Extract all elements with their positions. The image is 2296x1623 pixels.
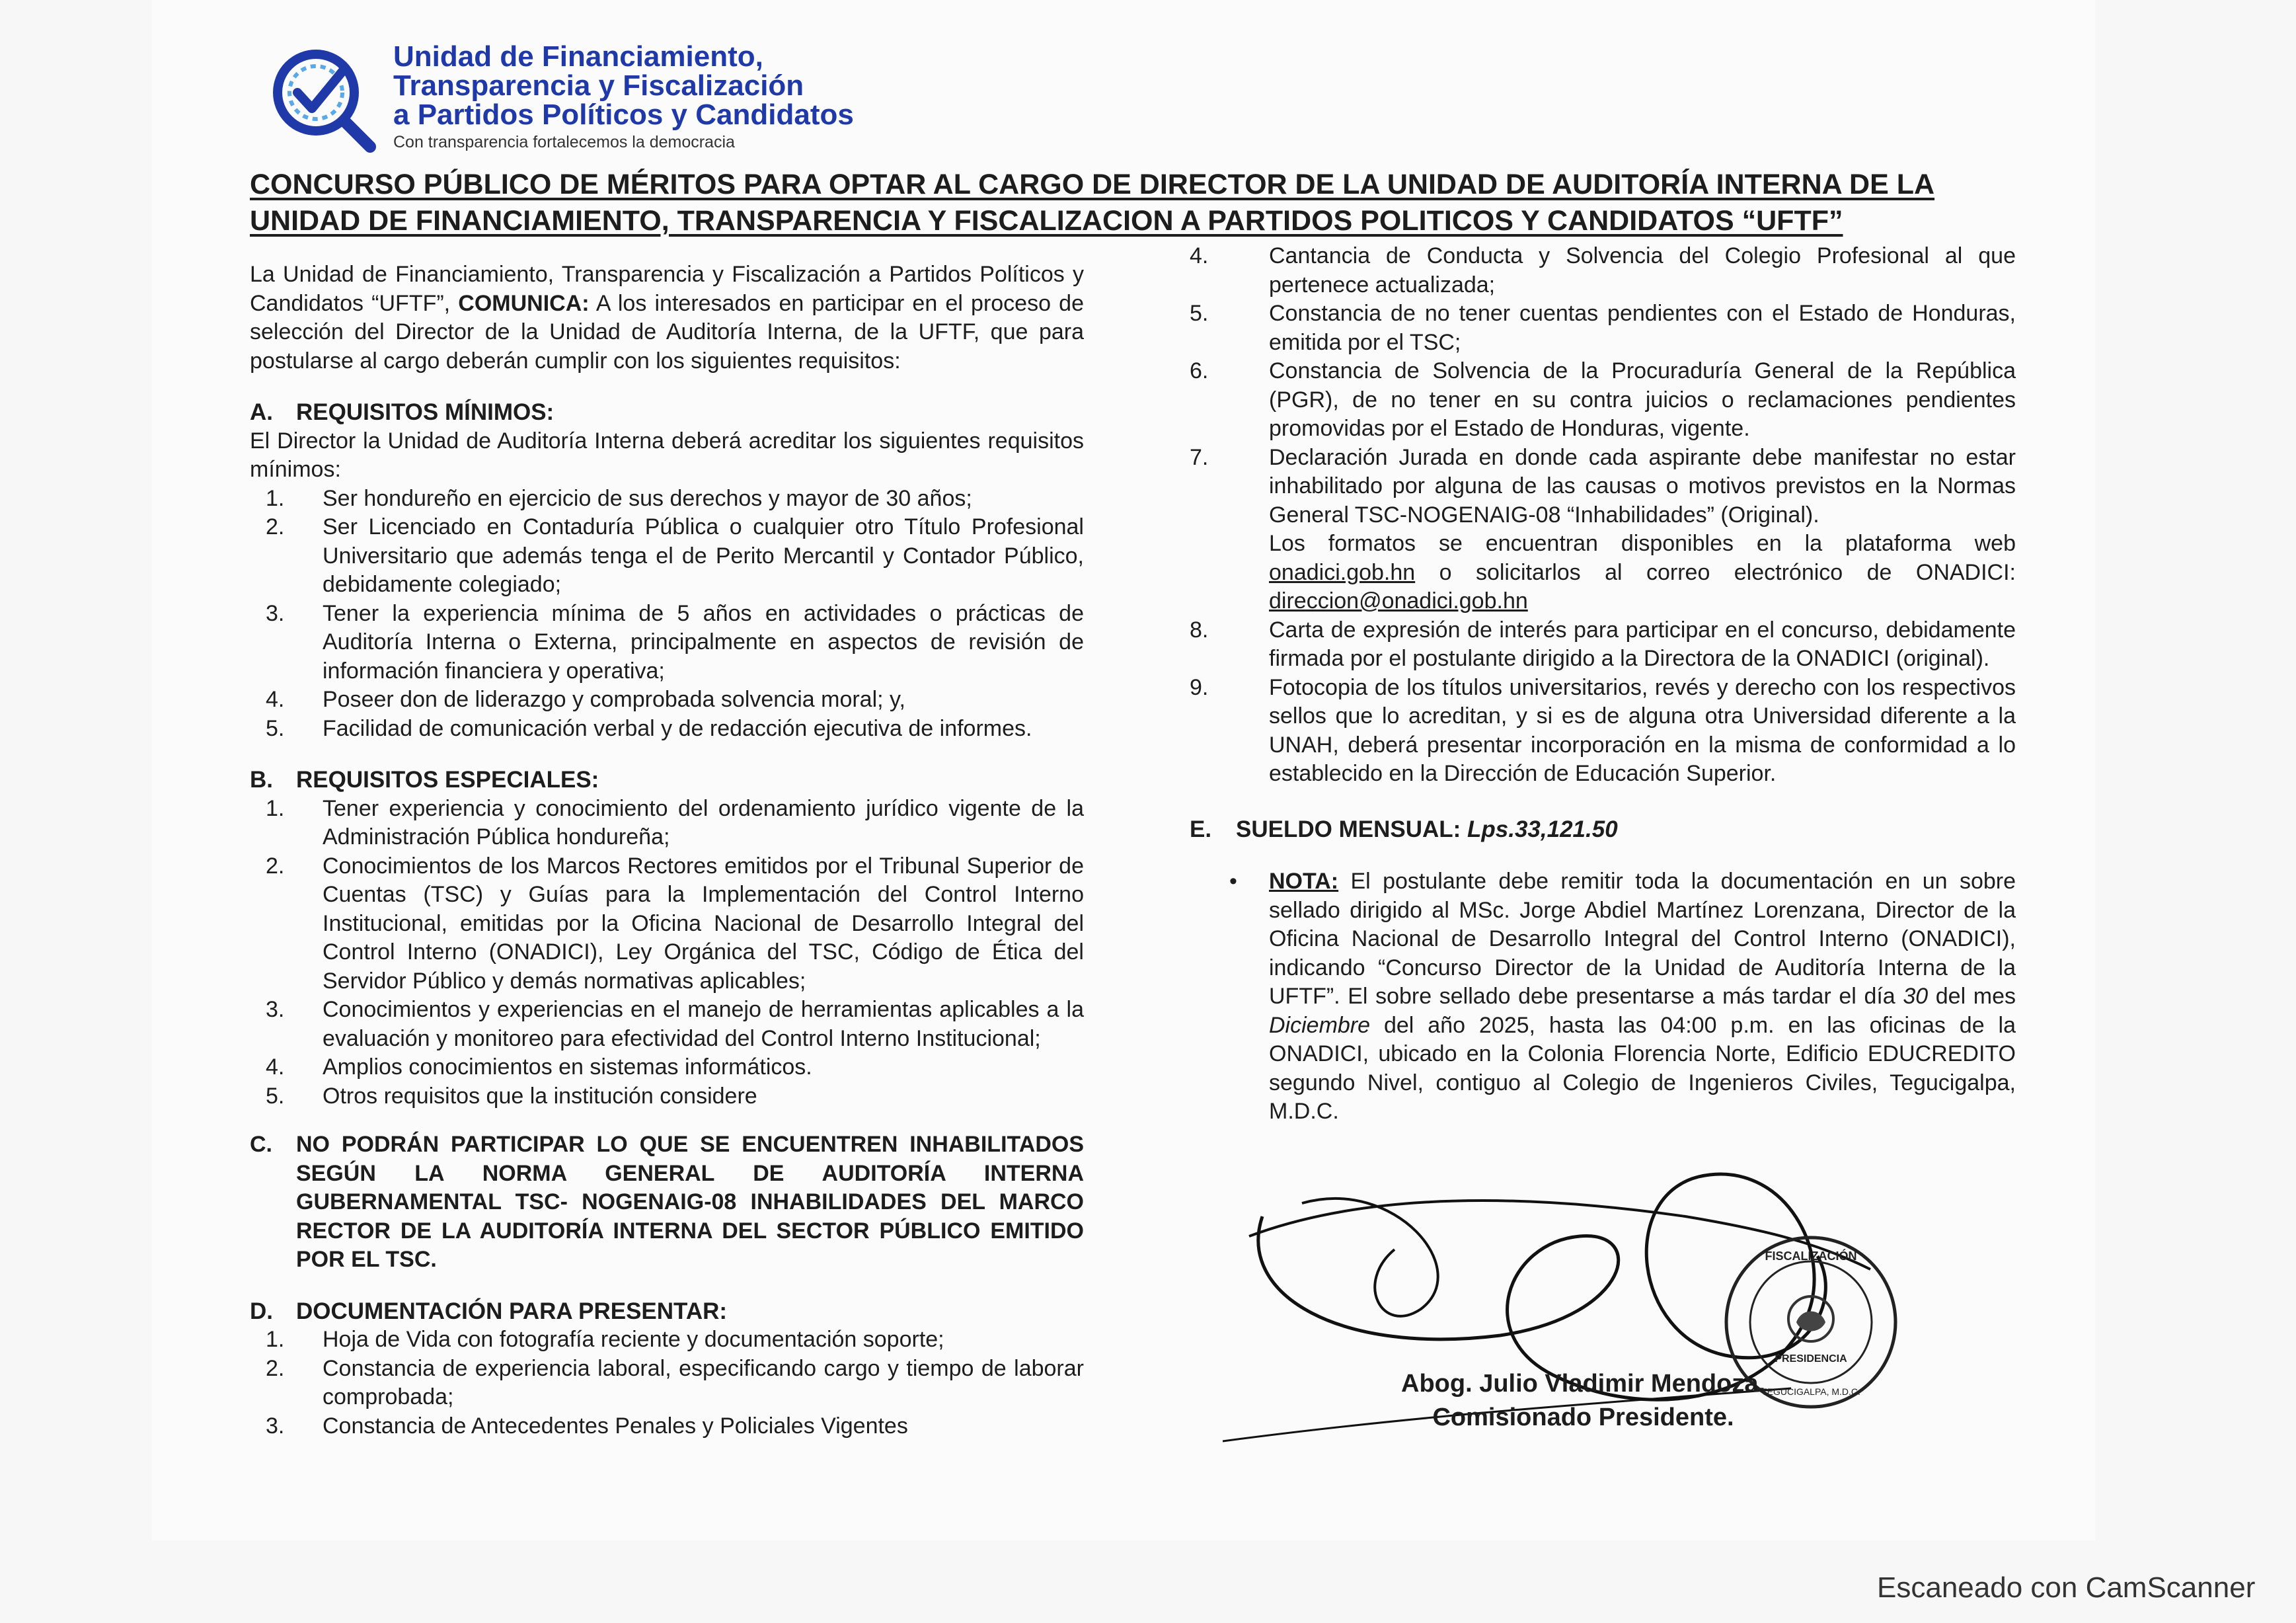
section-a-lead: El Director la Unidad de Auditoría Interna deberá acreditar los siguientes requisitos mínimos:	[250, 428, 1084, 482]
deadline-day: 30	[1903, 984, 1929, 1009]
list-item	[1190, 444, 2016, 530]
section-a-list	[250, 485, 1084, 744]
section-letter: B.	[250, 767, 273, 793]
page-title	[250, 167, 1968, 239]
list-item	[250, 795, 1084, 852]
item-text: Constancia de Antecedentes Penales y Policiales Vigentes	[323, 1413, 908, 1439]
item-number: 1.	[266, 485, 285, 511]
list-item	[250, 1082, 1084, 1111]
item-text: Ser hondureño en ejercicio de sus derechos y mayor de 30 años;	[323, 485, 972, 511]
section-d-list-right	[1190, 242, 2016, 789]
list-item	[250, 600, 1084, 686]
item-text: Fotocopia de los títulos universitarios, revés y derecho con los respectivos sellos que lo acreditan, y si es de alguna otra Universidad diferente a la UNAH, deberá presentar incorporación en la misma de conformidad a lo establecido en la Dirección de Educación Superior.	[1269, 674, 2016, 786]
list-item	[250, 1412, 1084, 1441]
list-item	[250, 485, 1084, 514]
item-number: 2.	[266, 1355, 285, 1381]
section-c	[250, 1130, 1084, 1275]
item-text: Declaración Jurada en donde cada aspirante debe manifestar no estar inhabilitado por alguna de las causas o motivos previstos en la Normas General TSC-NOGENAIG-08 “Inhabilidades” (Original).	[1269, 444, 2016, 528]
list-item	[250, 513, 1084, 600]
left-column	[250, 260, 1084, 1441]
section-letter: E.	[1190, 816, 1212, 842]
svg-text:PRESIDENCIA: PRESIDENCIA	[1775, 1353, 1847, 1365]
right-column	[1190, 242, 2016, 1127]
section-letter: D.	[250, 1298, 273, 1324]
section-b-list	[250, 795, 1084, 1111]
list-item	[1190, 242, 2016, 299]
item-text: Tener experiencia y conocimiento del ordenamiento jurídico vigente de la Administración Pública hondureña;	[323, 795, 1084, 850]
item-number: 4.	[266, 687, 285, 712]
note-text-2: del mes	[1928, 984, 2016, 1009]
item-number: 5.	[266, 715, 285, 741]
section-title: SUELDO MENSUAL:	[1236, 816, 1467, 842]
section-letter: C.	[250, 1132, 272, 1157]
item-text: Conocimientos y experiencias en el manejo de herramientas aplicables a la evaluación y monitoreo para efectividad del Control Interno Institucional;	[323, 997, 1084, 1051]
item-text: Constancia de experiencia laboral, especificando cargo y tiempo de laborar comprobada;	[323, 1355, 1084, 1409]
deadline-month: Diciembre	[1269, 1012, 1371, 1038]
svg-text:TEGUCIGALPA, M.D.C.: TEGUCIGALPA, M.D.C.	[1761, 1386, 1860, 1397]
signatory-role: Comisionado Presidente.	[1432, 1404, 1734, 1431]
section-title: REQUISITOS ESPECIALES:	[296, 767, 599, 793]
list-item	[1190, 299, 2016, 357]
item-text: Amplios conocimientos en sistemas informáticos.	[323, 1054, 812, 1080]
formats-text-2: o solicitarlos al correo electrónico de ONADICI:	[1415, 559, 2016, 585]
item-text: Hoja de Vida con fotografía reciente y documentación soporte;	[323, 1327, 944, 1352]
signatory-name: Abog. Julio Vladimir Mendoza.	[1401, 1370, 1766, 1398]
list-item	[250, 1326, 1084, 1355]
section-c-text: NO PODRÁN PARTICIPAR LO QUE SE ENCUENTREN INHABILITADOS SEGÚN LA NORMA GENERAL DE AUDITORÍA INTERNA GUBERNAMENTAL TSC- NOGENAIG-08 INHABILIDADES DEL MARCO RECTOR DE LA AUDITORÍA INTERNA DEL SECTOR PÚBLICO EMITIDO POR EL TSC.	[296, 1132, 1084, 1272]
org-name-line1: Unidad de Financiamiento,	[393, 40, 763, 73]
intro-paragraph	[250, 260, 1084, 376]
item-number: 1.	[266, 795, 285, 821]
org-name-line3: a Partidos Políticos y Candidatos	[393, 99, 854, 131]
section-a-heading	[250, 398, 1084, 427]
item-text: Tener la experiencia mínima de 5 años en actividades o prácticas de Auditoría Interna o Externa, principalmente en aspectos de revisión de información financiera y operativa;	[323, 600, 1084, 684]
org-name-line2: Transparencia y Fiscalización	[393, 69, 804, 102]
list-item	[250, 715, 1084, 744]
item-text: Facilidad de comunicación verbal y de redacción ejecutiva de informes.	[323, 715, 1032, 741]
scanner-watermark: Escaneado con CamScanner	[1877, 1571, 2256, 1604]
item-text: Constancia de no tener cuentas pendientes con el Estado de Honduras, emitida por el TSC;	[1269, 301, 2016, 355]
item-text: Otros requisitos que la institución considere	[323, 1083, 757, 1109]
list-item	[250, 996, 1084, 1053]
intro-text-2: A los interesados en participar en el proceso de selección del Director de la Unidad de Auditoría Interna, de la UFTF, que para postularse al cargo deberán cumplir con los siguientes requisitos:	[250, 290, 1084, 374]
title-line2: UNIDAD DE FINANCIAMIENTO, TRANSPARENCIA Y FISCALIZACION A PARTIDOS POLITICOS Y CANDIDATOS “UFTF”	[250, 205, 1843, 237]
section-title: REQUISITOS MÍNIMOS:	[296, 399, 555, 425]
item-number: 4.	[1190, 243, 1209, 268]
section-b-heading	[250, 766, 1084, 795]
onadici-email-link[interactable]: direccion@onadici.gob.hn	[1269, 588, 1528, 614]
onadici-website-link[interactable]: onadici.gob.hn	[1269, 559, 1416, 585]
signatory-block	[1401, 1367, 1765, 1435]
formats-note	[1190, 530, 2016, 616]
title-line1: CONCURSO PÚBLICO DE MÉRITOS PARA OPTAR AL CARGO DE DIRECTOR DE LA UNIDAD DE AUDITORÍA INTERNA DE LA	[250, 169, 1935, 200]
item-number: 3.	[266, 600, 285, 626]
section-e	[1190, 815, 2016, 844]
item-number: 5.	[1190, 301, 1209, 326]
item-number: 4.	[266, 1054, 285, 1080]
note-block	[1190, 867, 2016, 1127]
bullet-icon: •	[1229, 869, 1237, 894]
list-item	[250, 1355, 1084, 1412]
intro-comunica: COMUNICA:	[458, 290, 590, 316]
item-number: 5.	[266, 1083, 285, 1109]
item-text: Constancia de Solvencia de la Procuraduría General de la República (PGR), de no tener en su contra juicios o reclamaciones pendientes promovidas por el Estado de Honduras, vigente.	[1269, 358, 2016, 441]
item-number: 9.	[1190, 674, 1209, 700]
svg-text:FISCALIZACIÓN: FISCALIZACIÓN	[1765, 1249, 1857, 1263]
note-text: El postulante debe remitir toda la documentación en un sobre sellado dirigido al MSc. Jorge Abdiel Martínez Lorenzana, Director de la Oficina Nacional de Desarrollo Integral del Control Interno (ONADICI), indicando “Concurso Director de la Unidad de Auditoría Interna de la UFTF”. El sobre sellado debe presentarse a más tardar el día	[1269, 869, 2016, 1009]
intro-text: La Unidad de Financiamiento, Transparencia y Fiscalización a Partidos Políticos y Candidatos “UFTF”,	[250, 262, 1084, 316]
org-tagline: Con transparencia fortalecemos la democracia	[393, 133, 735, 151]
logo-wordmark	[393, 42, 1054, 152]
section-title: DOCUMENTACIÓN PARA PRESENTAR:	[296, 1298, 728, 1324]
section-d-list-left	[250, 1326, 1084, 1441]
item-number: 2.	[266, 514, 285, 539]
item-number: 6.	[1190, 358, 1209, 383]
list-item	[1190, 616, 2016, 674]
item-text: Ser Licenciado en Contaduría Pública o cualquier otro Título Profesional Universitario que además tenga el de Perito Mercantil y Contador Público, debidamente colegiado;	[323, 514, 1084, 597]
list-item	[250, 852, 1084, 996]
formats-text: Los formatos se encuentran disponibles en la plataforma web	[1269, 531, 2016, 556]
item-text: Carta de expresión de interés para participar en el concurso, debidamente firmada por el postulante dirigido a la Directora de la ONADICI (original).	[1269, 617, 2016, 671]
note-text-3: del año 2025, hasta las 04:00 p.m. en las oficinas de la ONADICI, ubicado en la Colonia Florencia Norte, Edificio EDUCREDITO segundo Nivel, contiguo al Colegio de Ingenieros Civiles, Tegucigalpa, M.D.C.	[1269, 1012, 2016, 1124]
list-item	[250, 1053, 1084, 1082]
item-number: 3.	[266, 997, 285, 1022]
section-letter: A.	[250, 399, 273, 425]
item-text: Poseer don de liderazgo y comprobada solvencia moral; y,	[323, 687, 905, 712]
item-number: 8.	[1190, 617, 1209, 643]
salary-amount: Lps.33,121.50	[1467, 816, 1618, 842]
section-d-heading	[250, 1297, 1084, 1326]
list-item	[250, 686, 1084, 715]
note-label: NOTA:	[1269, 869, 1339, 894]
item-number: 1.	[266, 1327, 285, 1352]
item-text: Conocimientos de los Marcos Rectores emitidos por el Tribunal Superior de Cuentas (TSC) y Guías para la Implementación del Control Interno Institucional, emitidas por la Oficina Nacional de Desarrollo Integral del Control Interno (ONADICI), Ley Orgánica del TSC, Código de Ética del Servidor Público y demás normativas aplicables;	[323, 853, 1084, 994]
list-item	[1190, 674, 2016, 789]
item-text: Cantancia de Conducta y Solvencia del Colegio Profesional al que pertenece actualizada;	[1269, 243, 2016, 297]
item-number: 2.	[266, 853, 285, 879]
list-item	[1190, 357, 2016, 444]
magnifier-check-icon	[264, 41, 383, 160]
item-number: 3.	[266, 1413, 285, 1439]
item-number: 7.	[1190, 444, 1209, 470]
